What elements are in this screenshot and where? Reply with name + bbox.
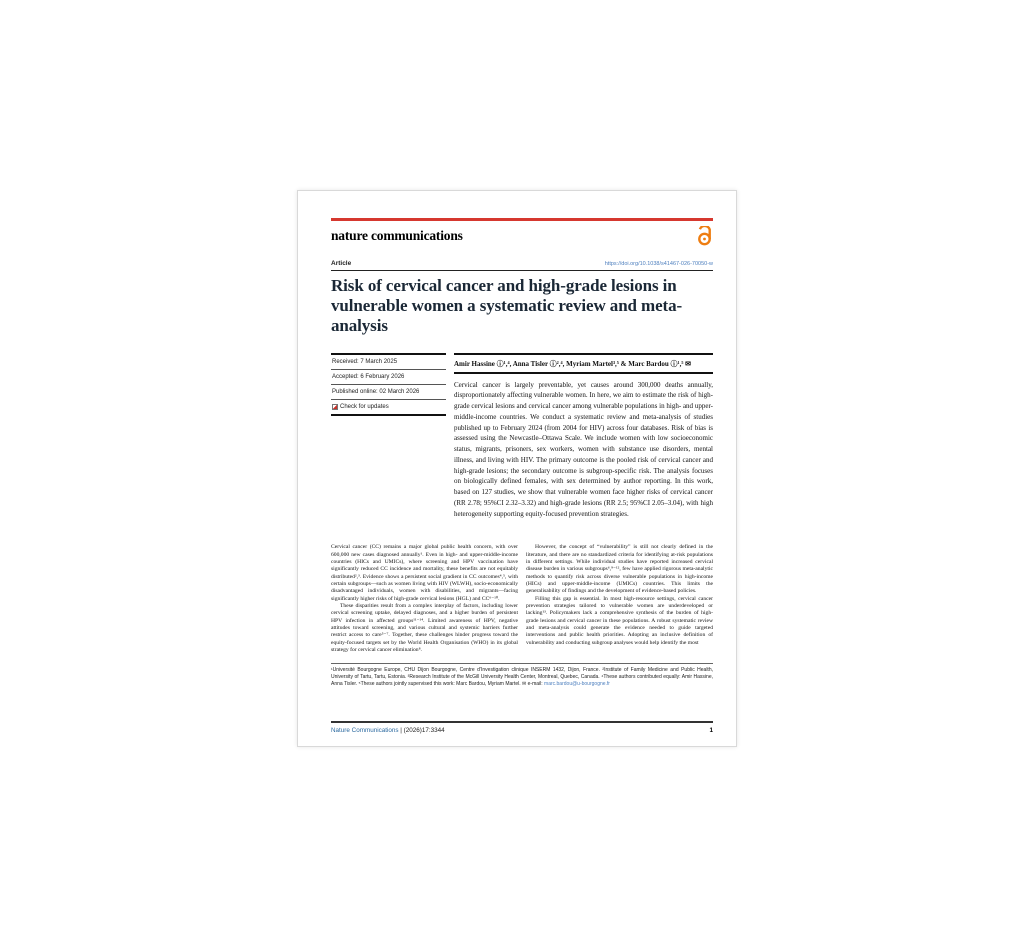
body-paragraph: Cervical cancer (CC) remains a major global public health concern, with over 600,000 new cases diagnosed annually¹. Even in high- and upper-middle-income countries (HICs and UMICs), where screening and HPV vaccination have significantly reduced CC incidence and mortality, these benefits are not equitably distributed²,³. Evidence shows a persistent social gradient in CC outcomes⁴,⁵, with certain subgroups—such as women living with HIV (WLWH), socio-economically disadvantaged individuals, women with disabilities, and migrants—facing significantly higher risks of high-grade cervical lesions (HGL) and CC⁶⁻¹⁰. <box>331 544 518 602</box>
masthead <box>331 225 713 247</box>
crossmark-icon <box>332 404 338 410</box>
journal-citation <box>331 727 445 734</box>
doi-link[interactable]: https://doi.org/10.1038/s41467-026-70050-w <box>604 261 713 267</box>
published-date: Published online: 02 March 2026 <box>331 385 446 400</box>
article-history-box <box>331 353 446 416</box>
footnote-divider-rule <box>331 663 713 664</box>
masthead-rule <box>331 218 713 221</box>
article-type-label: Article <box>331 260 352 267</box>
check-for-updates-label: Check for updates <box>340 404 389 410</box>
meta-abstract-section <box>331 353 713 519</box>
journal-citation-name: Nature Communications <box>331 727 399 734</box>
email-label: ✉ e-mail: <box>522 681 545 688</box>
body-left-column <box>331 544 518 654</box>
article-title: Risk of cervical cancer and high-grade lesions in vulnerable women a systematic review and meta-analysis <box>331 276 683 335</box>
check-for-updates-button[interactable] <box>331 400 446 414</box>
author-line: Amir Hassine ⓘ¹,⁴, Anna Tisler ⓘ²,⁴, Myriam Martel³,⁵ & Marc Bardou ⓘ¹,⁵ ✉ <box>454 359 692 368</box>
open-access-icon <box>696 226 713 247</box>
abstract-column <box>454 353 713 519</box>
body-paragraph: These disparities result from a complex interplay of factors, including lower cervical screening uptake, delayed diagnoses, and a higher burden of persistent HPV infection in affected groups¹¹⁻¹⁴. Limited awareness of HPV, negative attitudes toward screening, and various cultural and systemic barriers further restrict access to care⁵⁻⁷. Together, these challenges hinder progress toward the equity-focused targets set by the World Health Organisation (WHO) in its global strategy for cervical cancer elimination⁸. <box>331 603 518 654</box>
authors-rule-bottom <box>454 372 713 374</box>
corresponding-email-link[interactable]: marc.bardou@u-bourgogne.fr <box>544 681 610 688</box>
received-date: Received: 7 March 2025 <box>331 355 446 370</box>
abstract-text: Cervical cancer is largely preventable, yet causes around 300,000 deaths annually, disproportionately affecting vulnerable women. In here, we aim to estimate the risk of high-grade cervical lesions and cervical cancer among vulnerable populations in high- and upper-middle-income countries. We conduct a systematic review and meta-analysis of studies published up to February 2024 (from 2004 for HIV) across four databases. Risk of bias is assessed using the Newcastle–Ottawa Scale. We include women with low socioeconomic status, migrants, prisoners, sex workers, women with substance use disorders, mental illness, and living with HIV. The primary outcome is the pooled risk of cervical cancer and high-grade lesions; the secondary outcome is subgroup-specific risk. The analysis focuses on biologically defined females, with sex determined by author reporting. In this work, based on 127 studies, we show that vulnerable women face higher risks of cervical cancer (RR 2.78; 95%CI 2.32–3.32) and high-grade lesions (RR 2.5; 95%CI 2.05–3.04), with high heterogeneity supporting equity-focused prevention strategies. <box>454 380 713 518</box>
article-page <box>297 190 737 747</box>
article-meta-row <box>331 260 713 267</box>
body-text-columns <box>331 544 713 654</box>
affiliations-footnote <box>331 667 713 688</box>
affiliations-text: ¹Université Bourgogne Europe, CHU Dijon Bourgogne, Centre d’Investigation clinique INSERM 1432, Dijon, France. ²Institute of Family Medicine and Public Health, University of Tartu, Tartu, Estonia. ³Research Institute of the McGill University Health Center, Montreal, Quebec, Canada. ⁴These authors contributed equally: Amir Hassine, Anna Tisler. ⁵These authors jointly supervised this work: Marc Bardou, Myriam Martel. <box>331 667 713 688</box>
page-footer <box>331 721 713 734</box>
article-divider-rule <box>331 270 713 271</box>
footer-rule <box>331 721 713 723</box>
body-right-column <box>526 544 713 654</box>
body-paragraph: Filling this gap is essential. In most high-resource settings, cervical cancer prevention strategies tailored to vulnerable women are underdeveloped or lacking¹³. Policymakers lack a comprehensive synthesis of the burden of high-grade lesions and cervical cancer in these populations. A robust systematic review and meta-analysis could generate the evidence needed to guide targeted interventions and public health priorities. Adopting an inclusive definition of vulnerability and conducting subgroup analyses would help identify the most <box>526 595 713 646</box>
body-paragraph: However, the concept of “vulnerability” is still not clearly defined in the literature, and there are no standardized criteria for identifying at-risk populations in different settings. While individual studies have reported increased cervical disease burden in various subgroups⁶,⁹⁻¹², few have applied rigorous meta-analytic methods to quantify risk across diverse vulnerable populations in high-income (HICs) and upper-middle-income (UMICs) countries. This limits the generalisability of findings and the development of evidence-based policies. <box>526 544 713 595</box>
journal-citation-rest: | (2026)17:3344 <box>398 727 445 734</box>
page-number: 1 <box>709 727 713 734</box>
accepted-date: Accepted: 6 February 2026 <box>331 370 446 385</box>
journal-logo: nature communications <box>331 228 463 243</box>
